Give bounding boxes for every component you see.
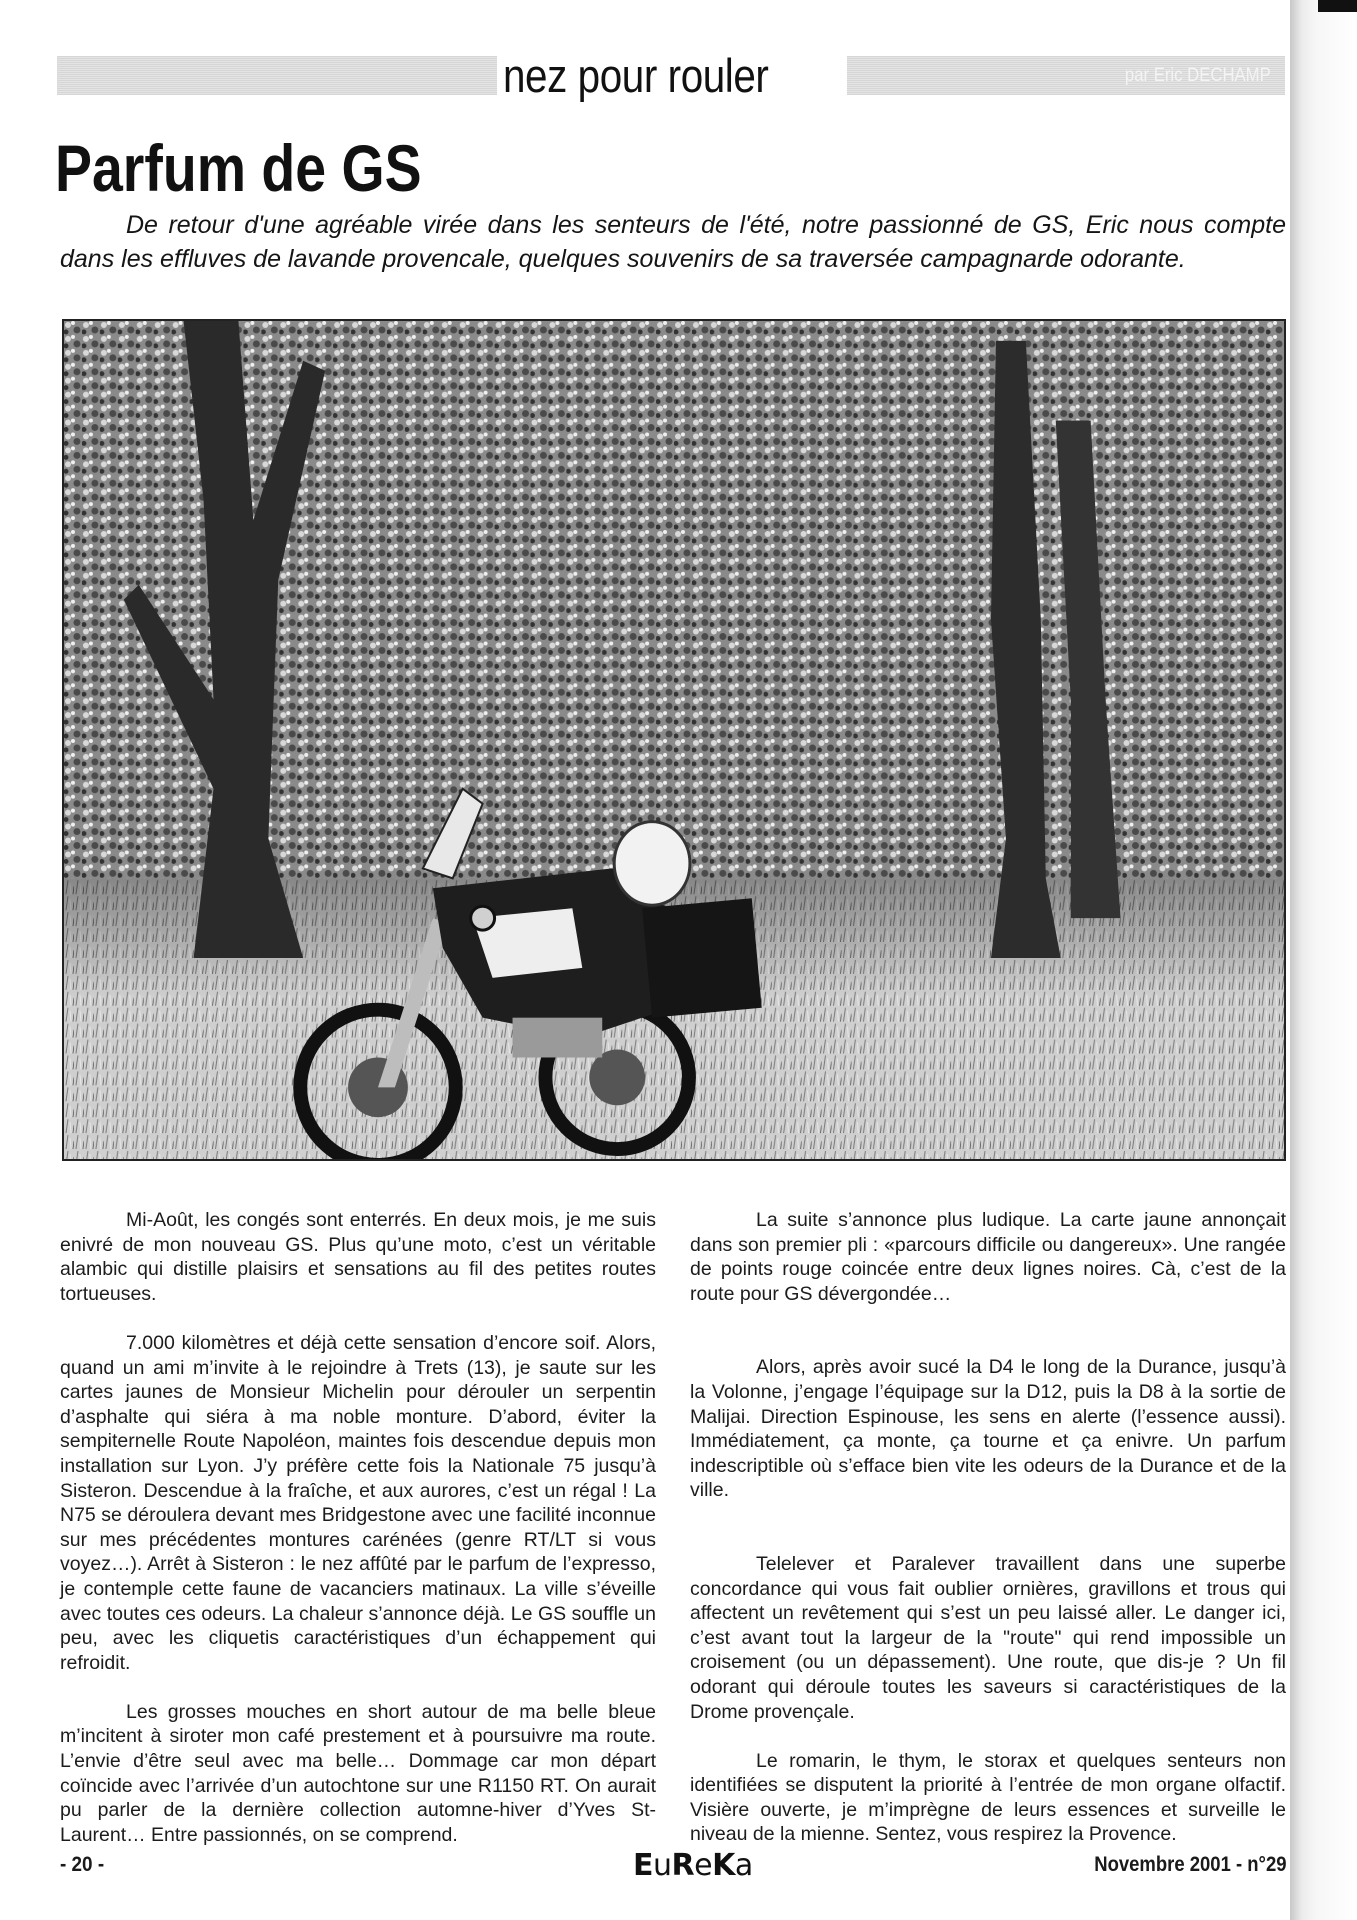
body-column-left (60, 1208, 656, 1847)
article-intro: De retour d'une agréable virée dans les senteurs de l'été, notre passionné de GS, Eric nous compte dans les effluves de lavande provencale, quelques souvenirs de sa traversée campagnarde odorante. (60, 211, 1286, 273)
body-column-right (690, 1208, 1286, 1847)
paragraph: 7.000 kilomètres et déjà cette sensation d’encore soif. Alors, quand un ami m’invite à le rejoindre à Trets (13), je saute sur les cartes jaunes de Monsieur Michelin pour dérouler un serpentin d’asphalte qui siéra à ma noble monture. D’abord, éviter la sempiternelle Route Napoléon, maintes fois descendue depuis mon installation sur Lyon. J’y préfère cette fois la Nationale 75 jusqu’à Sisteron. Descendue à la fraîche, et aux aurores, c’est un régal ! La N75 se déroulera devant mes Bridgestone avec une facilité inconnue sur mes précédentes montures carénées (genre RT/LT si vous voyez…). Arrêt à Sisteron : le nez affûté par le parfum de l’expresso, je contemple cette faune de vacanciers matinaux. La ville s’éveille avec toutes ces odeurs. La chaleur s’annonce déjà. Le GS souffle un peu, avec les cliquetis caractéristiques d’un échappement qui refroidit. (60, 1331, 656, 1674)
eureka-logo (633, 1848, 753, 1883)
paragraph: Mi-Août, les congés sont enterrés. En deux mois, je me suis enivré de mon nouveau GS. Plus qu’une moto, c’est un véritable alambic qui distille plaisirs et sensations au fil des petites routes tortueuses. (60, 1209, 656, 1305)
paragraph: La suite s’annonce plus ludique. La carte jaune annonçait dans son premier pli : «parcours difficile ou dangereux». Une rangée de points rouge coincée entre deux lignes noires. Cà, c’est de la route pour GS dévergondée… (690, 1209, 1286, 1305)
section-title: nez pour rouler (503, 49, 769, 102)
paragraph: Le romarin, le thym, le storax et quelques senteurs non identifiées se disputent la priorité à l’entrée de mon organe olfactif. Visière ouverte, je m’imprègne de leurs essences et surveille le niveau de la mienne. Sentez, vous respirez la Provence. (690, 1749, 1286, 1846)
issue-date: Novembre 2001 - n°29 (1094, 1853, 1287, 1876)
page-number: - 20 - (60, 1853, 105, 1876)
header-band-right (847, 56, 1285, 95)
pannier (642, 898, 762, 1017)
byline: par Eric DECHAMP (1125, 64, 1271, 86)
paragraph: Les grosses mouches en short autour de ma belle bleue m’incitent à siroter mon café prestement et à poursuivre ma route. L’envie d’être seul avec ma belle… Dommage car mon départ coïncide avec l’arrivée d’un autochtone sur une R1150 RT. On aurait pu parler de la dernière collection automne-hiver d’Yves St-Laurent… Entre passionnés, on se comprend. (60, 1700, 656, 1846)
page-corner-tab (1318, 0, 1357, 12)
logo-letter: E (633, 1848, 653, 1883)
logo-letter: R (671, 1848, 695, 1883)
page-edge-shadow (1290, 0, 1357, 1920)
paragraph: Alors, après avoir sucé la D4 le long de la Durance, jusqu’à la Volonne, j’engage l’équipage sur la D12, puis la D8 à la sortie de Malijai. Direction Espinouse, les sens en alerte (l’essence aussi). Immédiatement, ça monte, ça tourne et ça enivre. Un parfum indescriptible où s’efface bien vite les odeurs de la Durance et de la ville. (690, 1356, 1286, 1502)
paragraph: Telelever et Paralever travaillent dans une superbe concordance qui vous fait oublier ornières, gravillons et trous qui affectent un revêtement qui s’est un peu laissé aller. Le danger ici, c’est avant tout la largeur de la "route" qui rend impossible un croisement (ou un dépassement). Une route, que dis-je ? Un fil odorant qui déroule toutes les saveurs si caractéristiques de la Drome provençale. (690, 1552, 1286, 1723)
logo-letter: K (712, 1848, 735, 1883)
header-band-left (57, 56, 497, 95)
article-photo (62, 319, 1286, 1161)
photo-image (64, 321, 1284, 1159)
logo-letter: e (694, 1848, 713, 1883)
article-title: Parfum de GS (55, 131, 422, 205)
helmet (614, 822, 690, 906)
logo-letter: u (653, 1848, 672, 1883)
logo-letter: a (734, 1848, 753, 1883)
